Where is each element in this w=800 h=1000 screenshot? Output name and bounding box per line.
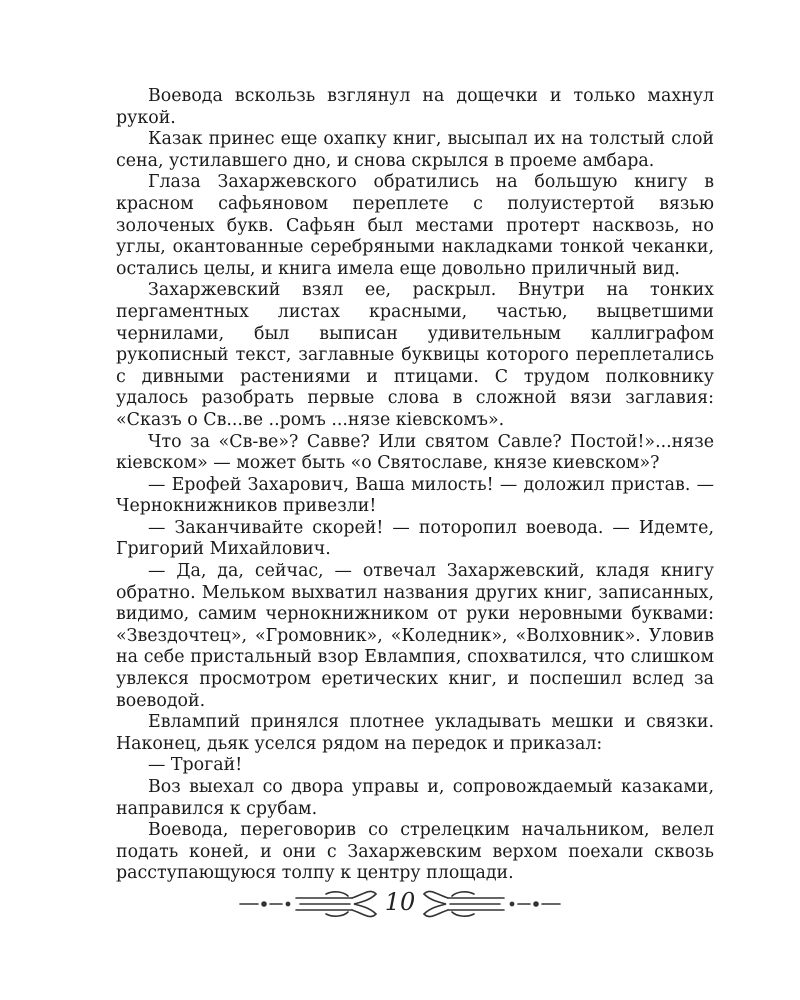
page-number: 10 xyxy=(384,888,416,916)
paragraph: Казак принес еще охапку книг, высыпал их на толстый слой сена, устилавшего дно, и снова скрылся в проеме амбара. xyxy=(116,129,714,171)
paragraph: Захаржевский взял ее, раскрыл. Внутри на тонких пергаментных листах красными, частью, выцветшими чернилами, был выписан удивительным каллиграфом рукописный текст, заглавные буквицы которого переплетались с дивными растениями и птицами. С трудом полковнику удалось разобрать первые слова в сложной вязи заглавия: «Сказъ о Св...ве ..ромъ ...нязе кiевскомъ». xyxy=(116,280,714,430)
paragraph: Что за «Св-ве»? Савве? Или святом Савле? Постой!»...нязе кiевском» — может быть «о Святославе, князе киевском»? xyxy=(116,431,714,474)
paragraph: Воевода, переговорив со стрелецким начальником, велел подать коней, и они с Захаржевским верхом поехали сквозь расступающуюся толпу к центру площади. xyxy=(116,820,714,884)
dialog-line: — Трогай! xyxy=(148,755,243,776)
dialog-line: — Да, да, сейчас, — отвечал Захаржевский, кладя книгу обратно. Мельком выхватил названия других книг, записанных, видимо, самим чернокнижником от руки неровными буквами: «Звездочтец», «Громовник», «Коледник», «Волховник». Уловив на себе пристальный взор Евлампия, спохватился, что слишком увлекся просмотром еретических книг, и поспешил вслед за воеводой. xyxy=(116,561,714,711)
page-footer xyxy=(230,884,570,924)
paragraph: Евлампий принялся плотнее укладывать мешки и связки. Наконец, дьяк уселся рядом на передок и приказал: xyxy=(116,712,714,754)
dialog-line: — Ерофей Захарович, Ваша милость! — доложил пристав. — Чернокнижников привезли! xyxy=(116,474,714,517)
paragraph: Воевода вскользь взглянул на дощечки и только махнул рукой. xyxy=(116,86,714,128)
paragraph: Глаза Захаржевского обратились на большую книгу в красном сафьяновом переплете с полуистертой вязью золоченых букв. Сафьян был местами протерт насквозь, но углы, окантованные серебряными накладками тонкой чеканки, остались целы, и книга имела еще довольно приличный вид. xyxy=(116,172,714,279)
dialog-line: — Заканчивайте скорей! — поторопил воевода. — Идемте, Григорий Михайлович. xyxy=(116,517,714,560)
page-body xyxy=(116,86,714,885)
paragraph: Воз выехал со двора управы и, сопровождаемый казаками, направился к срубам. xyxy=(116,777,714,819)
